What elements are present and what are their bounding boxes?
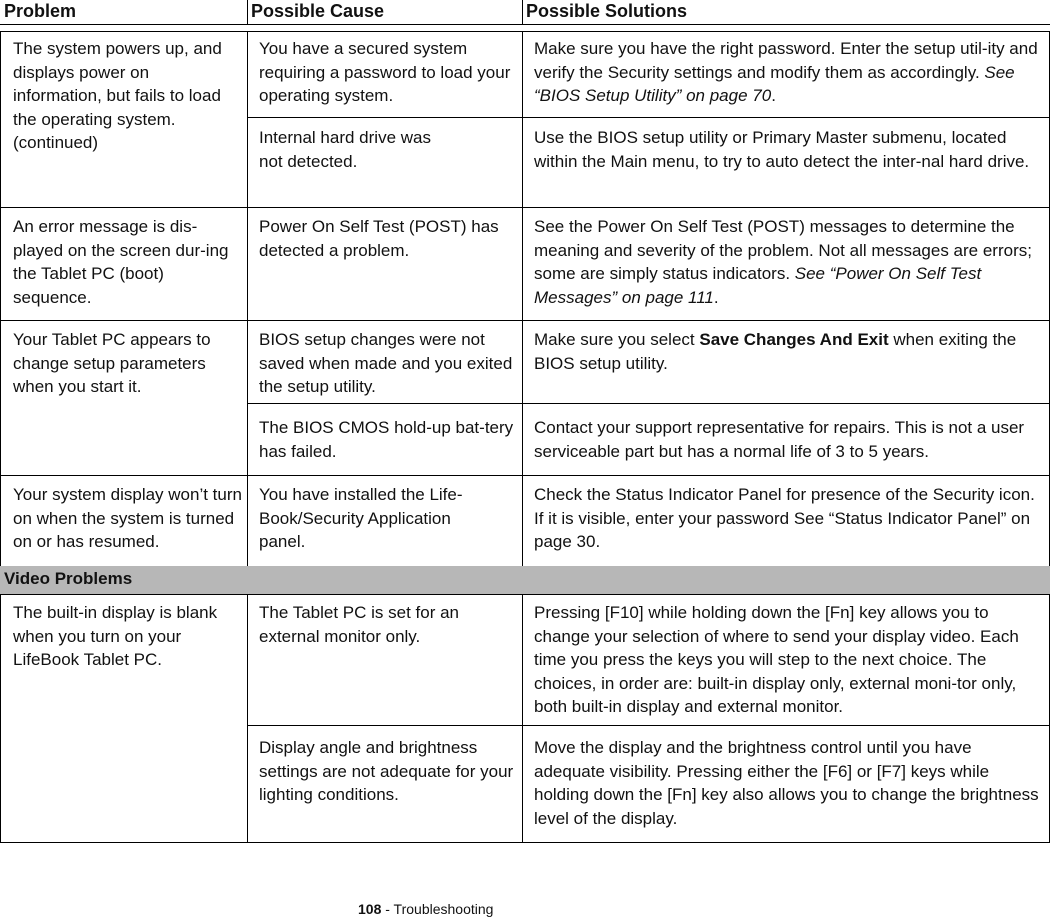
subrow-divider bbox=[247, 403, 1050, 404]
solution-text: See the Power On Self Test (POST) messages to determine the meaning and severity of the problem. Not all messages are errors; some are simply status indicators. bbox=[534, 217, 1032, 283]
solution-end: . bbox=[713, 287, 719, 307]
subrow-divider bbox=[247, 117, 1050, 118]
solution-text: Make sure you have the right password. Enter the setup util-ity and verify the Security settings and modify them as accordingly. bbox=[534, 39, 1038, 82]
problem-cell: The built-in display is blank when you turn on your LifeBook Tablet PC. bbox=[13, 603, 218, 669]
cause-cell: BIOS setup changes were not saved when made and you exited the setup utility. bbox=[259, 330, 513, 396]
solution-text: Make sure you select bbox=[534, 330, 700, 349]
section-header-bar bbox=[0, 566, 1050, 594]
cause-cell: You have a secured system requiring a password to load your operating system. bbox=[259, 39, 511, 105]
column-divider bbox=[522, 31, 523, 566]
column-divider bbox=[247, 31, 248, 566]
menu-option-name: Save Changes And Exit bbox=[699, 330, 889, 349]
cause-cell: The Tablet PC is set for an external monitor only. bbox=[259, 603, 460, 646]
footer-section-name: - Troubleshooting bbox=[381, 901, 494, 917]
cause-cell: Display angle and brightness settings are not adequate for your lighting conditions. bbox=[259, 738, 514, 804]
page-footer bbox=[358, 900, 493, 918]
table-left-border bbox=[0, 31, 1, 842]
problem-cell: Your Tablet PC appears to change setup parameters when you start it. bbox=[13, 330, 211, 396]
page-number: 108 bbox=[358, 901, 382, 917]
solution-text: when exiting the BIOS setup utility. bbox=[534, 330, 1017, 373]
problem-cell: An error message is dis-played on the screen dur-ing the Tablet PC (boot) sequence. bbox=[13, 217, 229, 307]
cause-cell: Internal hard drive was not detected. bbox=[259, 128, 431, 171]
column-header-cause: Possible Cause bbox=[251, 1, 385, 21]
column-header-problem: Problem bbox=[4, 1, 77, 21]
cause-cell: Power On Self Test (POST) has detected a problem. bbox=[259, 217, 499, 260]
solution-cell: Pressing [F10] while holding down the [Fn] key allows you to change your selection of where to send your display video. Each time you press the keys you will step to the next choice. The choices, in order are: built-in display only, external moni-tor only, both built-in display and external monitor. bbox=[534, 603, 1019, 716]
solution-cell bbox=[534, 328, 1042, 375]
header-rule bbox=[0, 24, 1050, 25]
header-rule-2 bbox=[0, 31, 1050, 32]
cross-reference: See “Power On Self Test Messages” on page 111 bbox=[534, 264, 982, 307]
subrow-divider bbox=[247, 725, 1050, 726]
solution-cell: Move the display and the brightness control until you have adequate visibility. Pressing either the [F6] or [F7] keys while holding down the [Fn] key also allows you to change the brightness level of the display. bbox=[534, 738, 1039, 828]
column-header-solutions: Possible Solutions bbox=[526, 1, 688, 21]
solution-cell: Contact your support representative for repairs. This is not a user serviceable part but has a normal life of 3 to 5 years. bbox=[534, 418, 1025, 461]
row-divider bbox=[0, 320, 1050, 321]
header-divider bbox=[522, 0, 523, 24]
solution-cell: Check the Status Indicator Panel for presence of the Security icon. If it is visible, enter your password See “Status Indicator Panel” on page 30. bbox=[534, 485, 1035, 551]
problem-cell: Your system display won’t turn on when the system is turned on or has resumed. bbox=[13, 485, 242, 551]
solution-cell: Use the BIOS setup utility or Primary Master submenu, located within the Main menu, to try to auto detect the inter-nal hard drive. bbox=[534, 128, 1030, 171]
cause-cell: You have installed the Life-Book/Security Application panel. bbox=[259, 485, 463, 551]
row-divider bbox=[0, 594, 1050, 595]
column-divider bbox=[522, 594, 523, 842]
problem-cell: The system powers up, and displays power on information, but fails to load the operating system. (continued) bbox=[13, 39, 222, 152]
cross-reference: See “BIOS Setup Utility” on page 70 bbox=[534, 62, 1015, 105]
solution-cell bbox=[534, 37, 1042, 108]
solution-end: . bbox=[771, 86, 776, 105]
cause-cell: The BIOS CMOS hold-up bat-tery has failed. bbox=[259, 418, 514, 461]
solution-cell bbox=[534, 215, 1042, 309]
table-bottom-rule bbox=[0, 842, 1050, 843]
row-divider bbox=[0, 475, 1050, 476]
header-divider bbox=[247, 0, 248, 24]
section-title: Video Problems bbox=[4, 569, 133, 588]
column-divider bbox=[247, 594, 248, 842]
row-divider bbox=[0, 207, 1050, 208]
